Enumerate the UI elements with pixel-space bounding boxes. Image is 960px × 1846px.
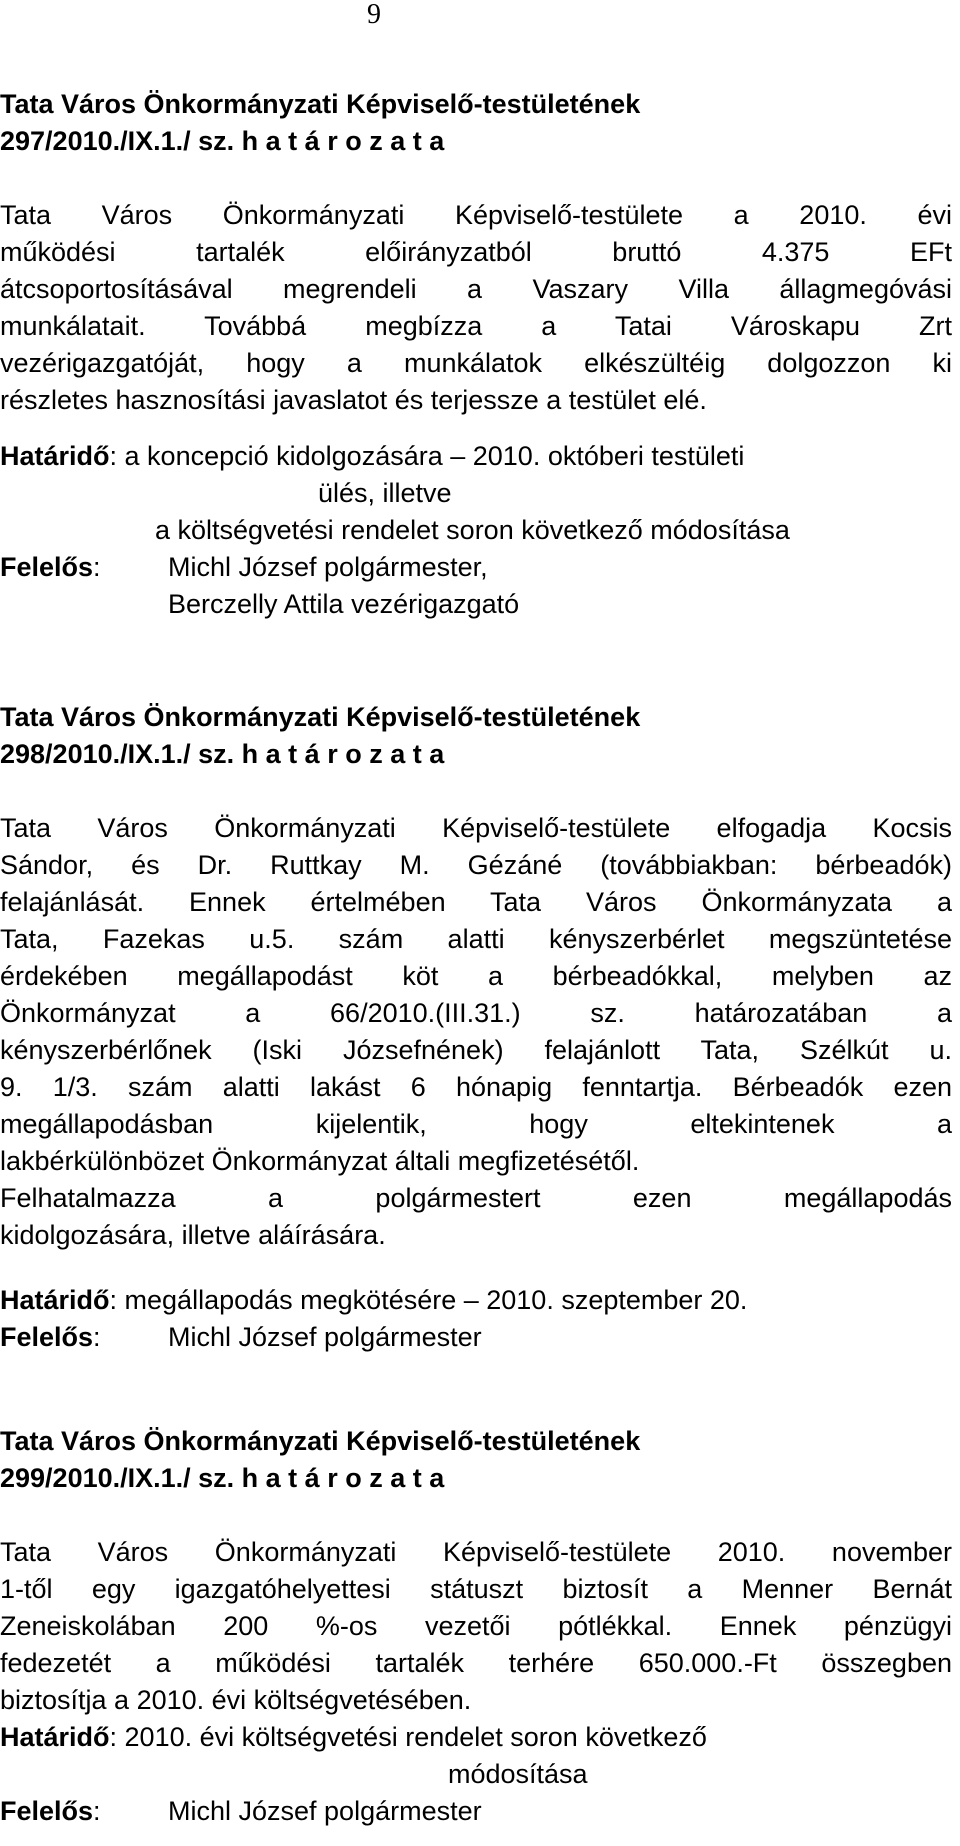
body-line: Felhatalmazza a polgármestert ezen megállapodás xyxy=(0,1183,952,1213)
heading-line-1: Tata Város Önkormányzati Képviselő-testületének xyxy=(0,89,641,119)
heading-line-2: 298/2010./IX.1./ sz. h a t á r o z a t a xyxy=(0,739,445,769)
responsible-continuation xyxy=(0,586,952,623)
responsible-row xyxy=(0,549,952,586)
body-line: Tata Város Önkormányzati Képviselő-testülete a 2010. évi xyxy=(0,200,952,230)
body-line: kidolgozására, illetve aláírására. xyxy=(0,1220,386,1250)
deadline-cont-1: ülés, illetve xyxy=(318,478,452,508)
body-line: érdekében megállapodást köt a bérbeadókkal, melyben az xyxy=(0,961,952,991)
body-line: működési tartalék előirányzatból bruttó 4.375 EFt xyxy=(0,237,952,267)
body-line: munkálatait. Továbbá megbízza a Tatai Városkapu Zrt xyxy=(0,311,952,341)
body-line: biztosítja a 2010. évi költségvetésében. xyxy=(0,1685,472,1715)
body-line: 9. 1/3. szám alatti lakást 6 hónapig fenntartja. Bérbeadók ezen xyxy=(0,1072,952,1102)
deadline-continuation xyxy=(0,1756,952,1793)
responsible-value: Michl József polgármester xyxy=(168,1322,482,1352)
body-line: Tata, Fazekas u.5. szám alatti kényszerbérlet megszüntetése xyxy=(0,924,952,954)
responsible-row xyxy=(0,1319,952,1356)
deadline-cont-1: módosítása xyxy=(448,1759,588,1789)
resolution-body xyxy=(0,810,952,1254)
body-line: Tata Város Önkormányzati Képviselő-testülete 2010. november xyxy=(0,1537,952,1567)
deadline-cont-2: a költségvetési rendelet soron következő módosítása xyxy=(155,515,790,545)
deadline-block xyxy=(0,438,952,623)
resolution-heading xyxy=(0,1423,952,1497)
deadline-block xyxy=(0,1719,952,1830)
body-line: átcsoportosításával megrendeli a Vaszary Villa állagmegóvási xyxy=(0,274,952,304)
responsible-row xyxy=(0,1793,952,1830)
body-line: 1-től egy igazgatóhelyettesi státuszt biztosít a Menner Bernát xyxy=(0,1574,952,1604)
deadline-value: : 2010. évi költségvetési rendelet soron következő xyxy=(109,1722,707,1752)
deadline-label: Határidő xyxy=(0,1285,110,1315)
body-line: Zeneiskolában 200 %-os vezetői pótlékkal. Ennek pénzügyi xyxy=(0,1611,952,1641)
responsible-colon: : xyxy=(93,1796,101,1826)
page-number: 9 xyxy=(367,0,381,30)
resolution-298 xyxy=(0,699,952,1356)
deadline-continuation xyxy=(0,475,952,512)
responsible-colon: : xyxy=(93,552,101,582)
body-line: kényszerbérlőnek (Iski Józsefnének) felajánlott Tata, Szélkút u. xyxy=(0,1035,952,1065)
deadline-label: Határidő xyxy=(0,441,110,471)
resolution-299 xyxy=(0,1423,952,1830)
body-line: Tata Város Önkormányzati Képviselő-testülete elfogadja Kocsis xyxy=(0,813,952,843)
responsible-value-2: Berczelly Attila vezérigazgató xyxy=(168,589,520,619)
deadline-row xyxy=(0,1282,952,1319)
deadline-row xyxy=(0,1719,952,1756)
responsible-label: Felelős xyxy=(0,552,94,582)
resolution-heading xyxy=(0,86,952,160)
responsible-colon: : xyxy=(93,1322,101,1352)
body-line: Önkormányzat a 66/2010.(III.31.) sz. határozatában a xyxy=(0,998,952,1028)
deadline-label: Határidő xyxy=(0,1722,110,1752)
resolution-heading xyxy=(0,699,952,773)
responsible-label: Felelős xyxy=(0,1796,94,1826)
responsible-value: Michl József polgármester, xyxy=(168,552,488,582)
responsible-value: Michl József polgármester xyxy=(168,1796,482,1826)
body-line: részletes hasznosítási javaslatot és terjessze a testület elé. xyxy=(0,385,707,415)
body-line: felajánlását. Ennek értelmében Tata Város Önkormányzata a xyxy=(0,887,952,917)
deadline-value: : megállapodás megkötésére – 2010. szeptember 20. xyxy=(109,1285,748,1315)
heading-line-1: Tata Város Önkormányzati Képviselő-testületének xyxy=(0,1426,641,1456)
heading-line-1: Tata Város Önkormányzati Képviselő-testületének xyxy=(0,702,641,732)
responsible-label: Felelős xyxy=(0,1322,94,1352)
body-line: Sándor, és Dr. Ruttkay M. Gézáné (továbbiakban: bérbeadók) xyxy=(0,850,952,880)
body-line: fedezetét a működési tartalék terhére 650.000.-Ft összegben xyxy=(0,1648,952,1678)
body-line: lakbérkülönbözet Önkormányzat általi megfizetésétől. xyxy=(0,1146,640,1176)
body-line: vezérigazgatóját, hogy a munkálatok elkészültéig dolgozzon ki xyxy=(0,348,952,378)
deadline-value: : a koncepció kidolgozására – 2010. októberi testületi xyxy=(109,441,745,471)
deadline-block xyxy=(0,1282,952,1356)
heading-line-2: 299/2010./IX.1./ sz. h a t á r o z a t a xyxy=(0,1463,445,1493)
resolution-297 xyxy=(0,86,952,623)
resolution-body xyxy=(0,197,952,419)
resolution-body xyxy=(0,1534,952,1719)
heading-line-2: 297/2010./IX.1./ sz. h a t á r o z a t a xyxy=(0,126,445,156)
body-line: megállapodásban kijelentik, hogy eltekintenek a xyxy=(0,1109,952,1139)
deadline-continuation xyxy=(0,512,952,549)
deadline-row xyxy=(0,438,952,475)
